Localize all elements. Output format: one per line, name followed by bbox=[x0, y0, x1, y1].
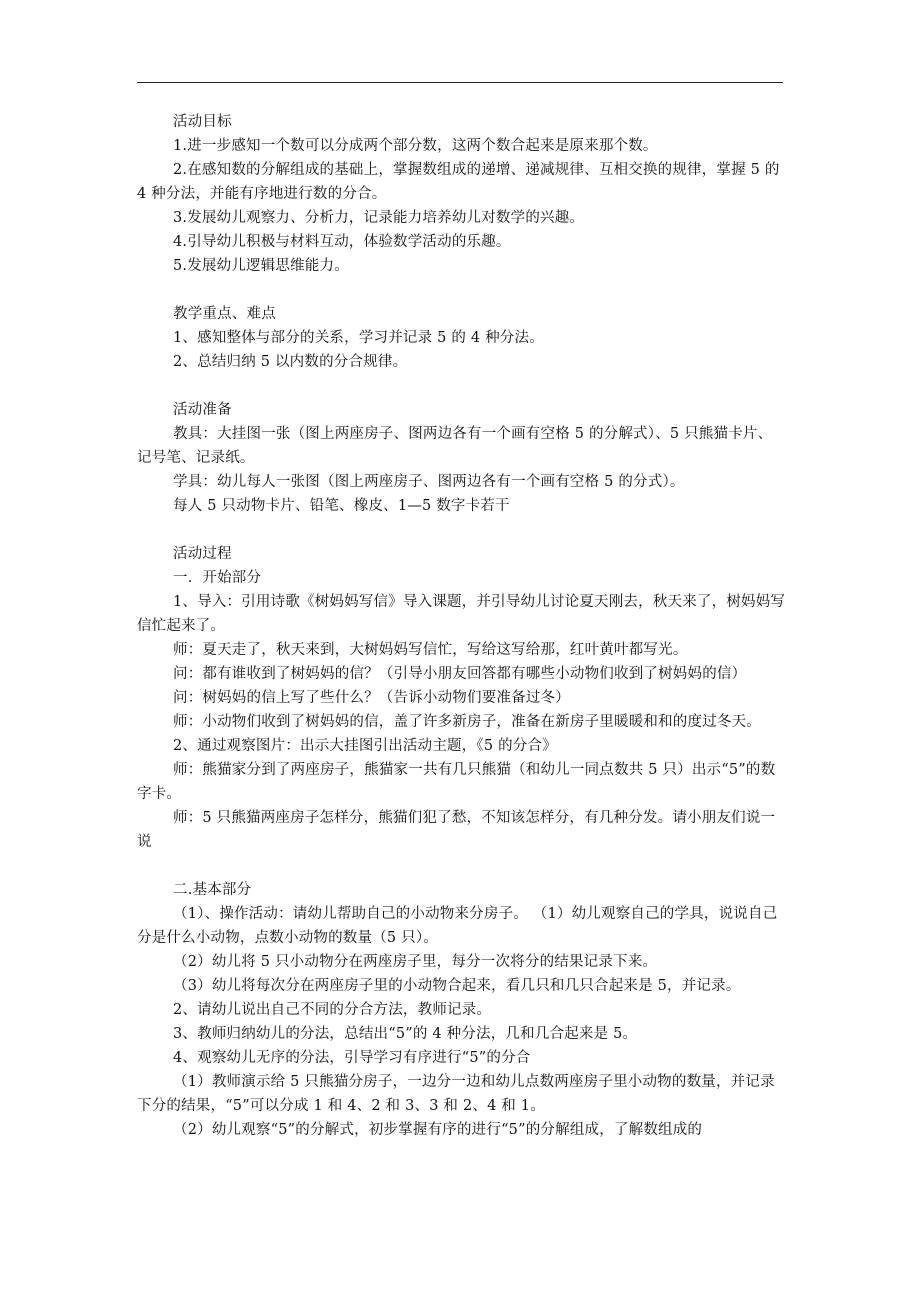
paragraph: 2、总结归纳 5 以内数的分合规律。 bbox=[173, 354, 408, 370]
section-heading-basic-part: 二.基本部分 bbox=[173, 882, 252, 898]
paragraph: 每人 5 只动物卡片、铅笔、橡皮、1—5 数字卡若干 bbox=[173, 498, 510, 514]
paragraph: 1、感知整体与部分的关系，学习并记录 5 的 4 种分法。 bbox=[173, 330, 544, 346]
section-gap bbox=[137, 854, 787, 878]
paragraph: 师：5 只熊猫两座房子怎样分，熊猫们犯了愁，不知该怎样分，有几种分发。请小朋友们说一说 bbox=[137, 810, 776, 850]
paragraph: 5.发展幼儿逻辑思维能力。 bbox=[173, 258, 349, 274]
section-gap bbox=[137, 374, 787, 398]
section-heading-objectives: 活动目标 bbox=[173, 114, 232, 130]
paragraph: 1.进一步感知一个数可以分成两个部分数，这两个数合起来是原来那个数。 bbox=[173, 138, 658, 154]
paragraph: 学具：幼儿每人一张图（图上两座房子、图两边各有一个画有空格 5 的分式）。 bbox=[173, 474, 685, 490]
paragraph: 2、请幼儿说出自己不同的分合方法，教师记录。 bbox=[173, 1002, 492, 1018]
paragraph: （2）幼儿观察“5”的分解式，初步掌握有序的进行“5”的分解组成，了解数组成的 bbox=[173, 1122, 703, 1138]
paragraph: 教具：大挂图一张（图上两座房子、图两边各有一个画有空格 5 的分解式）、5 只熊猫卡片、记号笔、记录纸。 bbox=[137, 426, 773, 466]
header-rule bbox=[137, 82, 783, 83]
paragraph: （1）、操作活动：请幼儿帮助自己的小动物来分房子。 （1）幼儿观察自己的学具，说说自己分是什么小动物，点数小动物的数量（5 只）。 bbox=[137, 906, 778, 946]
section-gap bbox=[137, 518, 787, 542]
paragraph: 3、教师归纳幼儿的分法，总结出“5”的 4 种分法，几和几合起来是 5。 bbox=[173, 1026, 638, 1042]
paragraph: 4.引导幼儿积极与材料互动，体验数学活动的乐趣。 bbox=[173, 234, 511, 250]
paragraph: 4、观察幼儿无序的分法，引导学习有序进行“5”的分合 bbox=[173, 1050, 531, 1066]
paragraph: 师：熊猫家分到了两座房子，熊猫家一共有几只熊猫（和幼儿一同点数共 5 只）出示“5”的数字卡。 bbox=[137, 762, 776, 802]
paragraph: （2）幼儿将 5 只小动物分在两座房子里，每分一次将分的结果记录下来。 bbox=[173, 954, 658, 970]
paragraph: 2.在感知数的分解组成的基础上，掌握数组成的递增、递减规律、互相交换的规律，掌握 5 的 4 种分法，并能有序地进行数的分合。 bbox=[137, 162, 780, 202]
document-body bbox=[137, 110, 787, 1142]
paragraph: 问：都有谁收到了树妈妈的信？（引导小朋友回答都有哪些小动物们收到了树妈妈的信） bbox=[173, 666, 747, 682]
paragraph: 师：夏天走了，秋天来到，大树妈妈写信忙，写给这写给那，红叶黄叶都写光。 bbox=[173, 642, 688, 658]
section-gap bbox=[137, 278, 787, 302]
paragraph: （3）幼儿将每次分在两座房子里的小动物合起来，看几只和几只合起来是 5，并记录。 bbox=[173, 978, 741, 994]
section-heading-key-points: 教学重点、难点 bbox=[173, 306, 276, 322]
paragraph: 师：小动物们收到了树妈妈的信，盖了许多新房子，准备在新房子里暖暖和和的度过冬天。 bbox=[173, 714, 761, 730]
paragraph: （1）教师演示给 5 只熊猫分房子，一边分一边和幼儿点数两座房子里小动物的数量，并记录下分的结果，“5”可以分成 1 和 4、2 和 3、3 和 2、4 和 1。 bbox=[137, 1074, 775, 1114]
section-heading-preparation: 活动准备 bbox=[173, 402, 232, 418]
paragraph: 1、导入：引用诗歌《树妈妈写信》导入课题，并引导幼儿讨论夏天刚去，秋天来了，树妈妈写信忙起来了。 bbox=[137, 594, 786, 634]
paragraph: 3.发展幼儿观察力、分析力，记录能力培养幼儿对数学的兴趣。 bbox=[173, 210, 585, 226]
paragraph: 2、通过观察图片：出示大挂图引出活动主题，《5 的分合》 bbox=[173, 738, 557, 754]
paragraph: 问：树妈妈的信上写了些什么？（告诉小动物们要准备过冬） bbox=[173, 690, 570, 706]
section-heading-process: 活动过程 bbox=[173, 546, 232, 562]
paragraph: 一．开始部分 bbox=[173, 570, 262, 586]
